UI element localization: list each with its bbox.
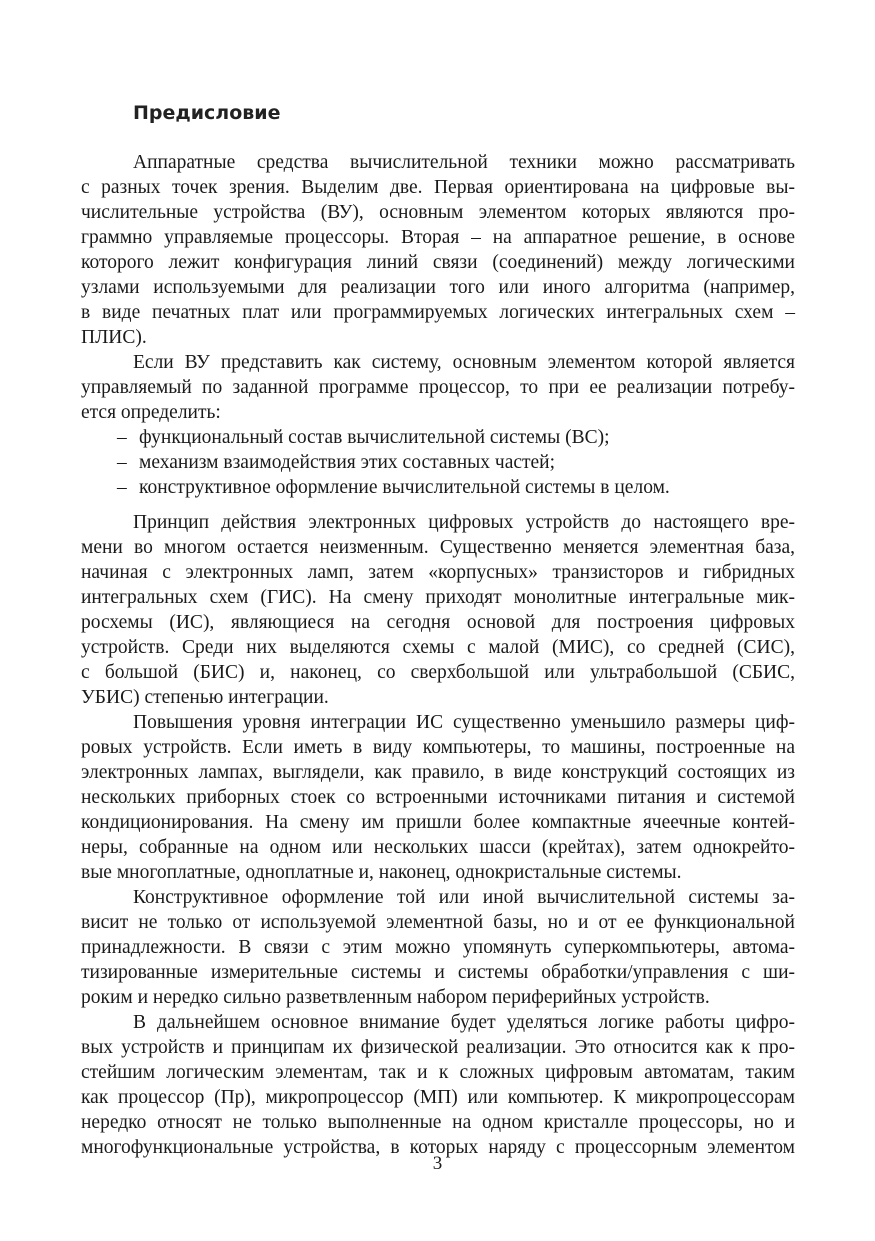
dash-bullet: – [117, 427, 127, 448]
text-line: висит не только от используемой элементной базы, но и от ее функциональной [81, 912, 795, 933]
page-title: Предисловие [133, 102, 281, 124]
text-line: ПЛИС). [81, 327, 147, 348]
text-line: вых устройств и принципам их физической реализации. Это относится как к про- [81, 1037, 795, 1058]
text-line: управляемый по заданной программе процессор, то при ее реализации потребу- [81, 377, 795, 398]
text-line: нескольких приборных стоек со встроенными источниками питания и системой [81, 787, 795, 808]
text-line: нередко относят не только выполненные на одном кристалле процессоры, но и [81, 1112, 795, 1133]
text-line: как процессор (Пр), микропроцессор (МП) или компьютер. К микропроцессорам [81, 1087, 795, 1108]
paragraph [81, 150, 795, 350]
text-line: ется определить: [81, 402, 221, 423]
text-line: Аппаратные средства вычислительной техники можно рассматривать [133, 152, 795, 173]
text-line: принадлежности. В связи с этим можно упомянуть суперкомпьютеры, автома- [81, 937, 795, 958]
text-line: росхемы (ИС), являющиеся на сегодня основой для построения цифровых [81, 612, 795, 633]
paragraphs-before-list [81, 150, 795, 425]
text-line: тизированные измерительные системы и системы обработки/управления с ши- [81, 962, 795, 983]
list-item [81, 450, 795, 475]
list-item-text: функциональный состав вычислительной системы (ВС); [139, 427, 610, 448]
text-line: которого лежит конфигурация линий связи (соединений) между логическими [81, 252, 795, 273]
text-line: Конструктивное оформление той или иной вычислительной системы за- [133, 887, 795, 908]
text-line: кондиционирования. На смену им пришли более компактные ячеечные контей- [81, 812, 795, 833]
text-line: В дальнейшем основное внимание будет уделяться логике работы цифро- [133, 1012, 795, 1033]
document-body [81, 150, 795, 1160]
dash-bullet: – [117, 452, 127, 473]
text-line: Если ВУ представить как систему, основным элементом которой является [133, 352, 795, 373]
text-line: числительные устройства (ВУ), основным элементом которых являются про- [81, 202, 795, 223]
text-line: интегральных схем (ГИС). На смену приходят монолитные интегральные мик- [81, 587, 795, 608]
paragraph [81, 350, 795, 425]
text-line: мени во многом остается неизменным. Существенно меняется элементная база, [81, 537, 795, 558]
text-line: вые многоплатные, одноплатные и, наконец, однокристальные системы. [81, 862, 682, 883]
text-line: в виде печатных плат или программируемых логических интегральных схем – [81, 302, 795, 323]
list-item-text: конструктивное оформление вычислительной системы в целом. [139, 477, 670, 498]
paragraph [81, 510, 795, 710]
page-number: 3 [432, 1153, 443, 1174]
text-line: граммно управляемые процессоры. Вторая – на аппаратное решение, в основе [81, 227, 795, 248]
text-line: Повышения уровня интеграции ИС существенно уменьшило размеры циф- [133, 712, 795, 733]
text-line: многофункциональные устройства, в которых наряду с процессорным элементом [81, 1137, 795, 1158]
list-item [81, 475, 795, 500]
paragraph [81, 710, 795, 885]
paragraph [81, 1010, 795, 1160]
text-line: неры, собранные на одном или нескольких шасси (крейтах), затем однокрейто- [81, 837, 795, 858]
text-line: ровых устройств. Если иметь в виду компьютеры, то машины, построенные на [81, 737, 795, 758]
dash-bullet: – [117, 477, 127, 498]
text-line: Принцип действия электронных цифровых устройств до настоящего вре- [133, 512, 795, 533]
text-line: устройств. Среди них выделяются схемы с малой (МИС), со средней (СИС), [81, 637, 795, 658]
text-line: с большой (БИС) и, наконец, со сверхбольшой или ультрабольшой (СБИС, [81, 662, 795, 683]
text-line: узлами используемыми для реализации того или иного алгоритма (например, [81, 277, 795, 298]
list-item [81, 425, 795, 450]
text-line: роким и нередко сильно разветвленным набором периферийных устройств. [81, 987, 710, 1008]
list-item-text: механизм взаимодействия этих составных частей; [139, 452, 556, 473]
bullet-list [81, 425, 795, 500]
paragraph [81, 885, 795, 1010]
text-line: начиная с электронных ламп, затем «корпусных» транзисторов и гибридных [81, 562, 795, 583]
paragraphs-after-list [81, 510, 795, 1160]
text-line: электронных лампах, выглядели, как правило, в виде конструкций состоящих из [81, 762, 795, 783]
text-line: УБИС) степенью интеграции. [81, 687, 329, 708]
text-line: стейшим логическим элементам, так и к сложных цифровым автоматам, таким [81, 1062, 795, 1083]
text-line: с разных точек зрения. Выделим две. Первая ориентирована на цифровые вы- [81, 177, 795, 198]
